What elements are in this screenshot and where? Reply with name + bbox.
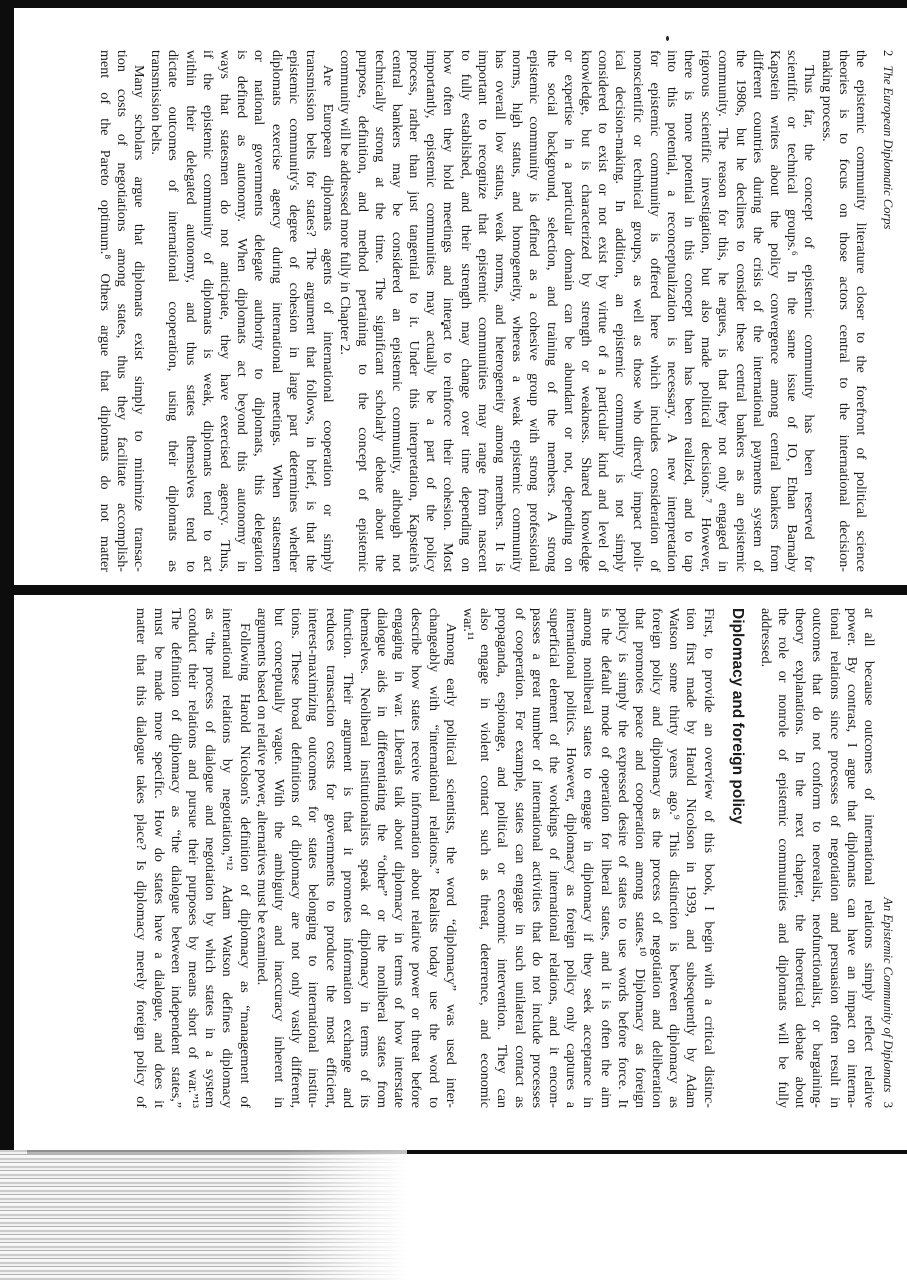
book-binding-gutter: [10, 585, 907, 595]
text-line: ment of the Pareto optimum.⁸ Others argue that diplomats do not matter: [96, 50, 113, 572]
text-line: into this potential, a reconceptualization is necessary. A new interpretation: [663, 50, 680, 572]
text-line: purpose, definition, and method pertaining to the concept of epistemic: [354, 50, 371, 572]
section-heading: Diplomacy and foreign policy: [728, 608, 746, 825]
body-text: [132, 608, 877, 1108]
text-line: power. By contrast, I argue that diplomats can have an impact on interna-: [843, 608, 860, 1108]
text-line: interest-maximizing outcomes for states belonging to international institu-: [305, 608, 322, 1108]
text-line: but conceptually vague. With the ambiguity and inaccuracy inherent in: [271, 608, 287, 1108]
text-line: that promotes peace and cooperation among states.¹⁰ Diplomacy as foreign: [631, 608, 648, 1108]
text-line: technically strong at the time. The significant scholarly debate about the: [371, 50, 388, 572]
running-head: [880, 50, 895, 229]
text-line: foreign policy and diplomacy as the process of negotiation and deliberation: [649, 608, 666, 1108]
text-line: if the epistemic community of diplomats is weak, diplomats tend to act: [199, 50, 216, 572]
scanner-artifact: [0, 1150, 407, 1280]
text-line: international politics. However, diplomacy as foreign policy only captures a: [563, 608, 580, 1108]
text-line: theory explanations. In the next chapter, the theoretical debate about: [792, 608, 809, 1108]
text-line: engaging in war. Liberals talk about diplomacy in terms of how interstate: [391, 608, 408, 1108]
text-line: tional relations since processes of negotiation and persuasion often result in: [826, 608, 843, 1108]
text-line: theories is to focus on those actors central to the international decision-: [835, 50, 852, 572]
text-line: Watson some thirty years ago.⁹ This distinction is between diplomacy as: [666, 608, 683, 1108]
running-head: [880, 897, 895, 1108]
text-line: passes a great number of international activities that do not include processes: [528, 608, 545, 1108]
text-line: arguments based on relative power, alternatives must be examined.: [253, 608, 270, 986]
text-line: has overall low status, weak norms, and heterogeneity among members. It is: [492, 50, 509, 572]
text-line: the role or nonrole of epistemic communities and diplomats will be fully: [775, 608, 792, 1108]
text-line: The definition of diplomacy as “the dialogue between independent states,”: [167, 608, 184, 1108]
text-line: addressed.: [757, 608, 774, 668]
text-line: Many scholars argue that diplomats exist simply to minimize transac-: [131, 65, 148, 572]
text-line: dialogue aids in differentiating the “other” or the nonliberal states from: [374, 608, 391, 1108]
text-line: diplomats exercise agency during international meetings. When statesmen: [268, 50, 285, 572]
page-number: 2: [881, 50, 895, 57]
text-line: propaganda, espionage, and political or economic intervention. They can: [494, 608, 511, 1108]
text-line: community. The reason for this, he argues, is that they not only engaged in: [715, 50, 732, 572]
text-line: international relations by negotiation,”¹² Adam Watson defines diplomacy: [219, 608, 236, 1108]
text-line: war.¹¹: [460, 608, 477, 641]
text-line: the 1980s, but he declines to consider these central bankers as an epistemic: [732, 50, 749, 572]
text-line: tion first made by Harold Nicolson in 1939, and subsequently by Adam: [683, 608, 700, 1108]
text-line: matter that this dialogue takes place? Is diplomacy merely foreign policy of: [133, 608, 150, 1108]
text-line: ways that statesmen do not anticipate, they have exercised agency. Thus,: [217, 50, 234, 572]
text-line: Kapstein writes about the policy convergence among central bankers from: [767, 50, 784, 572]
text-line: different countries during the crisis of the international payments system of: [749, 50, 766, 572]
page-number: 3: [881, 1101, 895, 1108]
text-line: central bankers may be considered an epistemic community, although not: [388, 50, 405, 572]
text-line: tion costs of negotiations among states, thus they facilitate accomplish-: [113, 50, 130, 572]
text-line: among nonliberal states to engage in diplomacy if they seek acceptance in: [580, 608, 597, 1108]
text-line: tions. These broad definitions of diplomacy are not only vastly different,: [288, 608, 305, 1108]
text-line: dictate outcomes of international cooperation, using their diplomats as: [165, 50, 182, 572]
text-line: policy is simply the expressed desire of states to use words before force. It: [614, 608, 631, 1108]
scan-edge-shadow-bottom: [0, 0, 14, 1150]
text-line: Following Harold Nicolson's definition of diplomacy as “management of: [236, 623, 253, 1108]
text-line: for epistemic community is offered here which includes consideration of: [646, 50, 663, 572]
dust-speck: [666, 36, 669, 41]
text-line: rigorous scientific investigation, but also made political decisions.⁷ However,: [698, 50, 715, 572]
text-line: conduct their relations and pursue their purposes by means short of war.”¹³: [185, 608, 202, 1108]
text-line: epistemic community is defined as a cohesive group with strong professional: [526, 50, 543, 572]
text-line: Among early political scientists, the word “diplomacy” was used inter-: [442, 623, 459, 1108]
text-line: as “the process of dialogue and negotiation by which states in a system: [202, 608, 219, 1108]
text-line: community will be addressed more fully in Chapter 2.: [337, 50, 354, 355]
text-line: transmission belts.: [148, 50, 165, 155]
text-line: of cooperation. For example, states can engage in such unilateral contact as: [511, 608, 528, 1108]
text-line: superficial element of the workings of international relations, and it encom-: [546, 608, 562, 1108]
text-line: also engage in violent contact such as threat, deterrence, and economic: [477, 608, 494, 1108]
text-line: themselves. Neoliberal institutionalists speak of diplomacy in terms of its: [356, 608, 373, 1108]
paragraph-block: [757, 608, 877, 1108]
text-line: Are European diplomats agents of international cooperation or simply: [320, 65, 337, 572]
body-text: [96, 50, 869, 572]
text-line: function. Their argument is that it promotes information exchange and: [339, 608, 356, 1108]
text-line: to fully established, and their strength may change over time depending on: [457, 50, 474, 572]
text-line: must be made more specific. How do states have a dialogue, and does it: [150, 608, 167, 1108]
text-line: or national governments delegate authority to diplomats, this delegation: [251, 50, 268, 572]
text-line: at all because outcomes of international relations simply reflect relative: [861, 608, 877, 1108]
text-line: how often they hold meetings and interact to reinforce their cohesion. Most: [440, 50, 457, 572]
text-line: importantly, epistemic communities may actually be a part of the policy: [423, 50, 440, 572]
text-line: is defined as autonomy. When diplomats act beyond this autonomy in: [234, 50, 251, 572]
text-line: process, rather than just tangential to it. Under this interpretation, Kapstein's: [406, 50, 423, 572]
text-line: nonscientific or technical groups, as well as those who directly impact polit-: [629, 50, 646, 572]
text-line: important to recognize that epistemic communities may range from nascent: [474, 50, 491, 572]
scan-edge-shadow-left: [0, 0, 907, 8]
text-line: the social background, selection, and training of the members. A strong: [543, 50, 560, 572]
text-line: or expertise in a particular domain can be abundant or not, depending on: [560, 50, 577, 572]
text-line: changeably with “international relations.” Realists today use the word to: [425, 608, 442, 1108]
running-head-title: The European Diplomatic Corps: [881, 65, 895, 230]
text-line: transmission belts for states? The argument that follows, in brief, is that the: [303, 50, 319, 572]
text-line: Thus far, the concept of epistemic community has been reserved for: [801, 65, 818, 572]
text-line: making process.: [818, 50, 835, 142]
text-line: outcomes that do not conform to neorealist, neofunctionalist, or bargaining-: [809, 608, 826, 1108]
text-line: scientific or technical groups.⁶ In the same issue of IO, Ethan Barnaby: [784, 50, 801, 572]
text-line: ical decision-making. In addition, an epistemic community is not simply: [612, 50, 629, 572]
text-line: the epistemic community literature closer to the forefront of political science: [853, 50, 869, 572]
text-line: reduces transaction costs for governments to produce the most efficient,: [322, 608, 339, 1108]
text-line: describe how states receive information about relative power or threat before: [408, 608, 425, 1108]
text-line: is the default mode of operation for liberal states, and it is often the aim: [597, 608, 614, 1108]
text-line: norms, high status, and homogeneity, whereas a weak epistemic community: [509, 50, 526, 572]
text-line: within their delegated autonomy, and thus states themselves tend to: [182, 50, 199, 572]
running-head-title: An Epistemic Community of Diplomats: [881, 897, 895, 1093]
text-line: there is more potential in this concept than has been realized, and to tap: [681, 50, 698, 572]
text-line: epistemic community's degree of cohesion in large part determines whether: [285, 50, 302, 572]
text-line: knowledge, but is characterized by strength or weakness. Shared knowledge: [578, 50, 594, 572]
text-line: First, to provide an overview of this book, I begin with a critical distinc-: [700, 608, 717, 1108]
text-line: considered to exist or not exist by virtue of a particular kind and level of: [595, 50, 612, 572]
paragraph-block: [132, 608, 716, 1108]
